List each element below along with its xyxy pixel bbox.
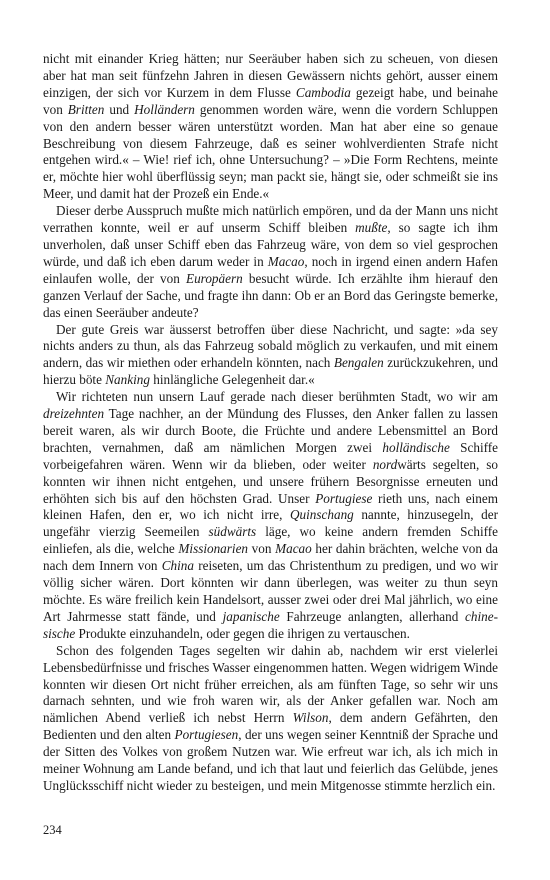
italic-text: nord xyxy=(372,456,398,472)
italic-text: Portugiese xyxy=(315,490,373,506)
text-run: genommen worden wäre, wenn die vordern Schluppen von den andern besser wären unterstützt worden. Man hat aber eine so genaue Beschreibung von diesem Fahrzeuge, daß es seiner wohlverdienten Strafe nicht entgehen wird.« – Wie! rief ich, ohne Untersuchung? – »Die Form Rechtens, meinte er, möchte hier wohl überflüssig seyn; man packt sie, hängt sie, oder schmeißt sie ins Meer, und damit hat der Prozeß ein Ende.« xyxy=(43,101,499,202)
italic-text: Europäern xyxy=(186,270,243,286)
text-run: reiseten, um das Christenthum zu predigen, und wo wir völlig sicher wären. Dort könnten wir dann überlegen, was weiter zu thun seyn möchte. Es wäre freilich kein Handelsort, ausser zwei oder drei Mal jährlich, wo eine Art Jahrmesse statt fände, und xyxy=(43,558,498,624)
paragraph xyxy=(43,643,498,795)
text-run: Dieser derbe Ausspruch mußte mich natürlich empören, und da der Mann uns nicht verrathen konnte, weil er auf unserm Schiff bleiben xyxy=(43,203,498,236)
italic-text: Britten xyxy=(67,101,105,117)
text-run: von xyxy=(248,541,276,557)
text-run: besucht würde. Ich erzählte ihm hierauf den ganzen Verlauf der Sache, und fragte ihn dann: Ob er an Bord das Geringste bemerke, das einen Seeräuber andeute? xyxy=(43,270,498,320)
italic-text: Portugiesen xyxy=(174,727,239,743)
italic-text: Macao xyxy=(267,253,305,269)
text-run: nannte, hinzusegeln, der ungefähr vierzig Seemeilen xyxy=(43,507,498,540)
text-run: Tage nachher, an der Mündung des Flusses, den Anker fallen zu lassen bereit waren, als wir durch Boote, die Früchte und andere Lebensmittel an Bord brachten, vernahmen, daß am nämlichen Morgen zwei xyxy=(43,406,498,455)
paragraph xyxy=(43,51,498,203)
text-run: gezeigt habe, und beinahe von xyxy=(43,84,498,117)
italic-text: Cambodia xyxy=(295,84,351,100)
italic-text: Holländern xyxy=(134,101,195,117)
italic-text: Missionarien xyxy=(178,541,249,557)
text-run: Schon des folgenden Tages segelten wir dahin ab, nachdem wir erst vielerlei Lebensbedürfnisse und frisches Wasser eingenommen hatten. Wegen widrigem Winde konnten wir diesen Ort nicht früher erreichen, als am fünften Tage, so sehr wir uns darnach sehnten, und wie froh waren wir, als der Anker gefallen war. Noch am nämlichen Abend verließ ich nebst Herrn xyxy=(43,642,498,726)
italic-text: dreizehnten xyxy=(43,406,105,422)
text-run: Schiffe vorbeigefahren wären. Wenn wir da blieben, oder weiter xyxy=(43,439,499,472)
text-run: Fahrzeuge anlangten, allerhand xyxy=(279,608,466,624)
text-run: läge, wo keine andern fremden Schiffe einliefen, als die, welche xyxy=(43,524,499,557)
text-run: , noch in irgend einen andern Hafen einlaufen wolle, der von xyxy=(43,253,498,286)
text-run: und xyxy=(104,101,135,117)
text-run: hinlängliche Gelegenheit dar.« xyxy=(149,372,315,388)
paragraph xyxy=(43,389,498,643)
text-run: zurückzukehren, und hierzu böte xyxy=(43,355,498,388)
italic-text: Macao xyxy=(275,541,312,557)
paragraph xyxy=(43,203,498,321)
italic-text: holländische xyxy=(382,439,450,455)
italic-text: chine-sische xyxy=(43,608,498,641)
italic-text: Nanking xyxy=(105,372,150,388)
italic-text: Quinschang xyxy=(290,507,354,523)
text-run: her dahin brächten, welche von da nach dem Innern von xyxy=(43,541,499,574)
text-run: Wir richteten nun unsern Lauf gerade nach dieser berühmten Stadt, wo wir am xyxy=(56,389,498,405)
italic-text: südwärts xyxy=(208,524,257,540)
italic-text: China xyxy=(161,558,194,574)
text-run: nicht mit einander Krieg hätten; nur Seeräuber haben sich zu scheuen, von diesen aber hat man seit fünfzehn Jahren in diesen Gewässern nichts gehört, ausser einem einzigen, der sich vor Kurzem in dem Flusse xyxy=(43,51,498,100)
text-run: , der uns wegen seiner Kenntniß der Sprache und der Sitten des Volkes von großem Nutzen war. Wie erfreut war ich, als ich mich in meiner Wohnung am Lande befand, und ich that laut und feierlich das Gelübde, jenes Unglücksschiff nicht wieder zu besteigen, und mein Mitgenosse stimmte herzlich ein. xyxy=(43,727,498,793)
text-run: , dem andern Gefährten, den Bedienten und den alten xyxy=(43,710,498,743)
text-run: Produkte einzuhandeln, oder gegen die ihrigen zu vertauschen. xyxy=(75,625,410,641)
paragraph xyxy=(43,322,498,390)
page-number: 234 xyxy=(43,823,62,837)
text-run: rieth uns, nach einem kleinen Hafen, den er, wo ich nicht irre, xyxy=(43,490,498,523)
text-run: Der gute Greis war äusserst betroffen über diese Nachricht, und sagte: »da sey nichts anders zu thun, als das Fahrzeug sobald möglich zu verkaufen, und mit einem andern, das wir miethen oder erhandeln könnten, nach xyxy=(43,321,498,371)
italic-text: mußte xyxy=(355,220,388,236)
italic-text: japanische xyxy=(222,608,280,624)
italic-text: Bengalen xyxy=(333,355,384,371)
text-run: , so sagte ich ihm unverholen, daß unser Schiff eben das Fahrzeug wäre, von dem so viel gesprochen würde, und daß ich eben darum weder in xyxy=(43,220,498,269)
italic-text: Wilson xyxy=(292,710,329,726)
text-run: wärts segelten, so konnten wir ihnen nicht entgehen, und unsere frühern Besorgnisse erneuten und erhöhten sich bis auf den höchsten Grad. Unser xyxy=(43,456,499,506)
book-page-body xyxy=(43,51,498,795)
